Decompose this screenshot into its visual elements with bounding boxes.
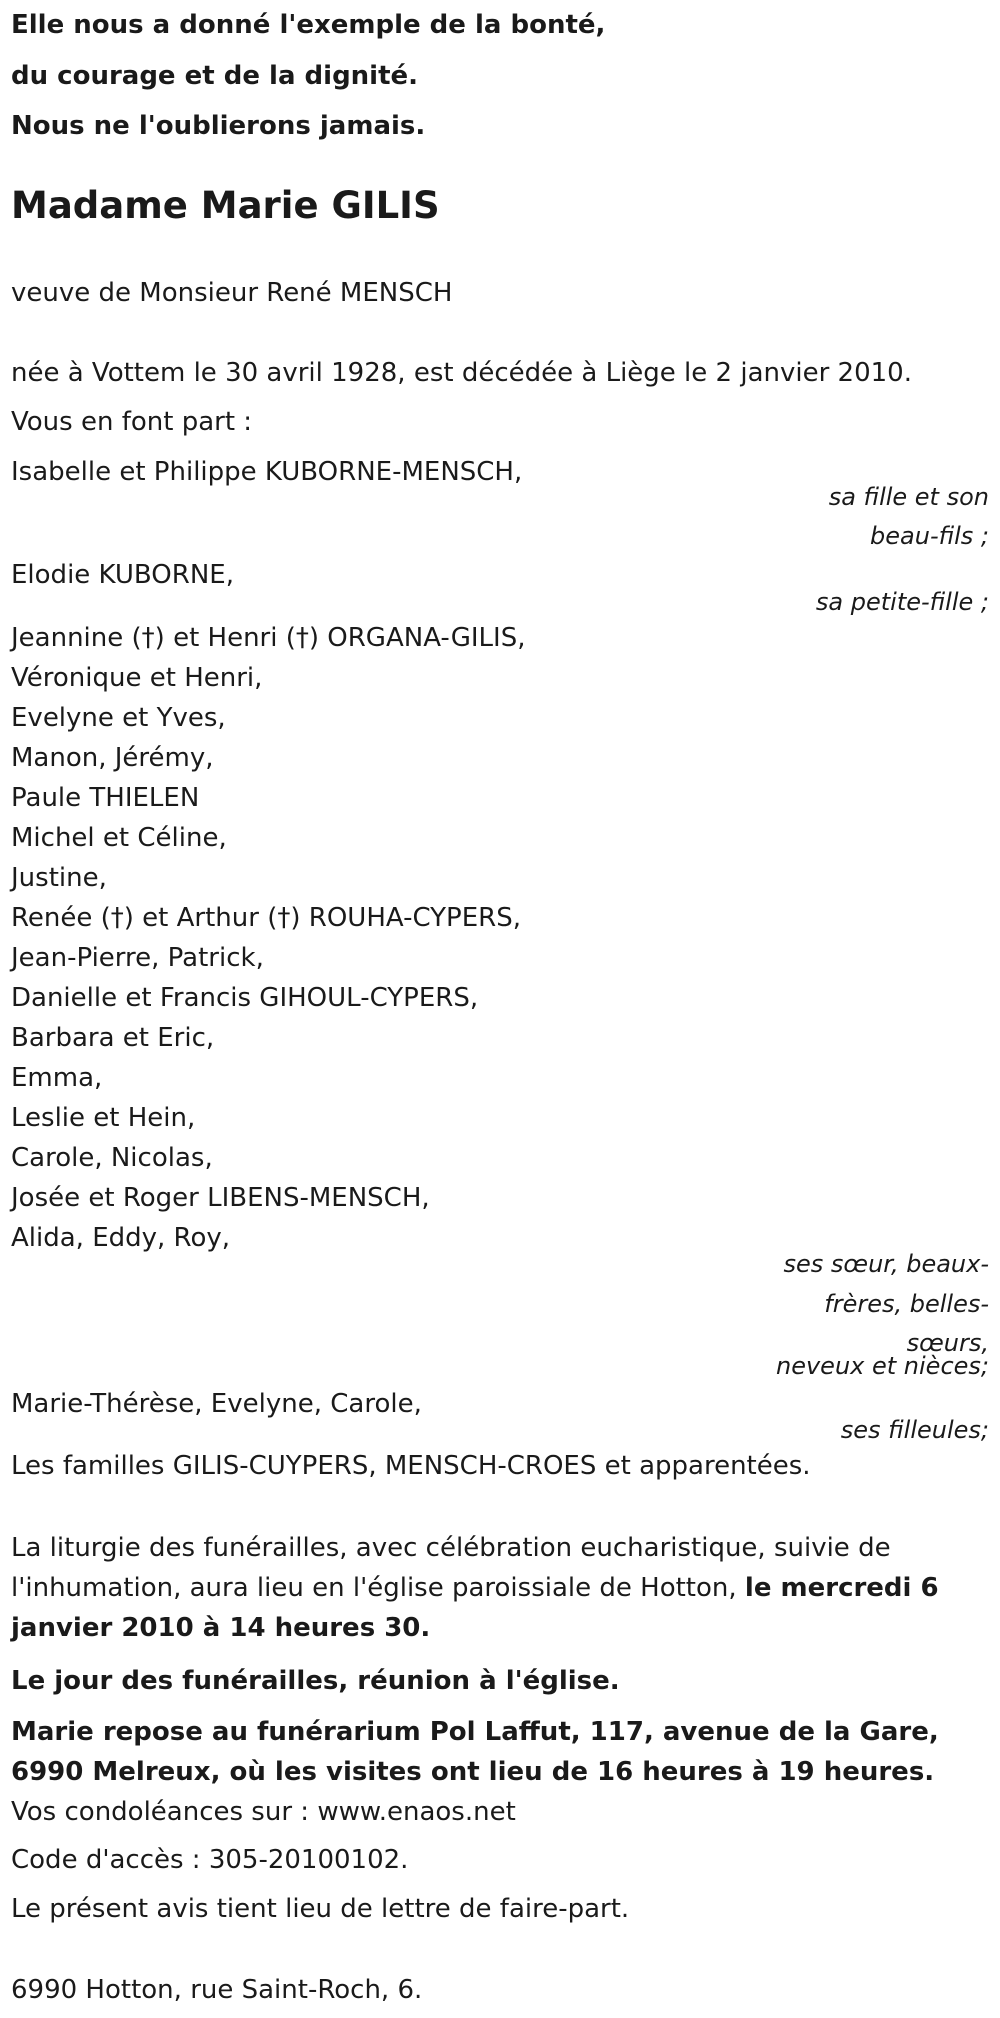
family-name: Manon, Jérémy, [11, 743, 214, 773]
condolences-text: Vos condoléances sur : www.enaos.net [11, 1797, 516, 1827]
relation-text: beau-fils ; [870, 522, 989, 550]
family-name: Justine, [11, 863, 107, 893]
relation-text: ses sœur, beaux- [783, 1250, 989, 1278]
family-name: Les familles GILIS-CUYPERS, MENSCH-CROES et apparentées. [11, 1451, 811, 1481]
family-name: Evelyne et Yves, [11, 703, 226, 733]
relation-text: sa petite-fille ; [815, 588, 989, 616]
family-name: Elodie KUBORNE, [11, 560, 234, 590]
relation-text: sœurs, [906, 1329, 989, 1357]
intro-line-2: du courage et de la dignité. [11, 61, 419, 91]
family-name: Véronique et Henri, [11, 663, 263, 693]
funerarium-text: Marie repose au funérarium Pol Laffut, 117, avenue de la Gare, 6990 Melreux, où les visites ont lieu de 16 heures à 19 heures. [11, 1717, 939, 1787]
family-name: Michel et Céline, [11, 823, 227, 853]
family-name: Emma, [11, 1063, 103, 1093]
deceased-name: Madame Marie GILIS [11, 184, 440, 227]
family-name: Carole, Nicolas, [11, 1143, 213, 1173]
family-name: Alida, Eddy, Roy, [11, 1223, 231, 1253]
family-name: Barbara et Eric, [11, 1023, 215, 1053]
family-name: Jeannine (†) et Henri (†) ORGANA-GILIS, [11, 623, 526, 653]
funerarium-paragraph [11, 1712, 961, 1832]
funeral-date: le mercredi 6 janvier 2010 à 14 heures 30. [11, 1573, 939, 1643]
family-name: Josée et Roger LIBENS-MENSCH, [11, 1183, 430, 1213]
access-code-line: Code d'accès : 305-20100102. [11, 1845, 409, 1875]
address-line: 6990 Hotton, rue Saint-Roch, 6. [11, 1975, 423, 2005]
notice-line: Le présent avis tient lieu de lettre de faire-part. [11, 1894, 630, 1924]
relation-text: frères, belles- [824, 1290, 989, 1318]
reunion-line: Le jour des funérailles, réunion à l'église. [11, 1666, 620, 1696]
funeral-paragraph [11, 1528, 961, 1648]
family-name: Jean-Pierre, Patrick, [11, 943, 264, 973]
relation-text: ses filleules; [840, 1416, 989, 1444]
family-name: Renée (†) et Arthur (†) ROUHA-CYPERS, [11, 903, 521, 933]
birth-death-line: née à Vottem le 30 avril 1928, est décédée à Liège le 2 janvier 2010. [11, 358, 912, 388]
relation-text: neveux et nièces; [776, 1352, 989, 1380]
intro-line-3: Nous ne l'oublierons jamais. [11, 111, 426, 141]
family-name: Isabelle et Philippe KUBORNE-MENSCH, [11, 457, 523, 487]
relation-text: sa fille et son [828, 483, 989, 511]
spouse-line: veuve de Monsieur René MENSCH [11, 278, 453, 308]
funeral-text: La liturgie des funérailles, avec célébration eucharistique, suivie de l'inhumation, aura lieu en l'église paroissiale de Hotton, [11, 1533, 891, 1603]
family-name: Paule THIELEN [11, 783, 200, 813]
family-name: Danielle et Francis GIHOUL-CYPERS, [11, 983, 479, 1013]
intro-line-1: Elle nous a donné l'exemple de la bonté, [11, 10, 606, 40]
announce-line: Vous en font part : [11, 407, 253, 437]
family-name: Marie-Thérèse, Evelyne, Carole, [11, 1389, 422, 1419]
family-name: Leslie et Hein, [11, 1103, 196, 1133]
